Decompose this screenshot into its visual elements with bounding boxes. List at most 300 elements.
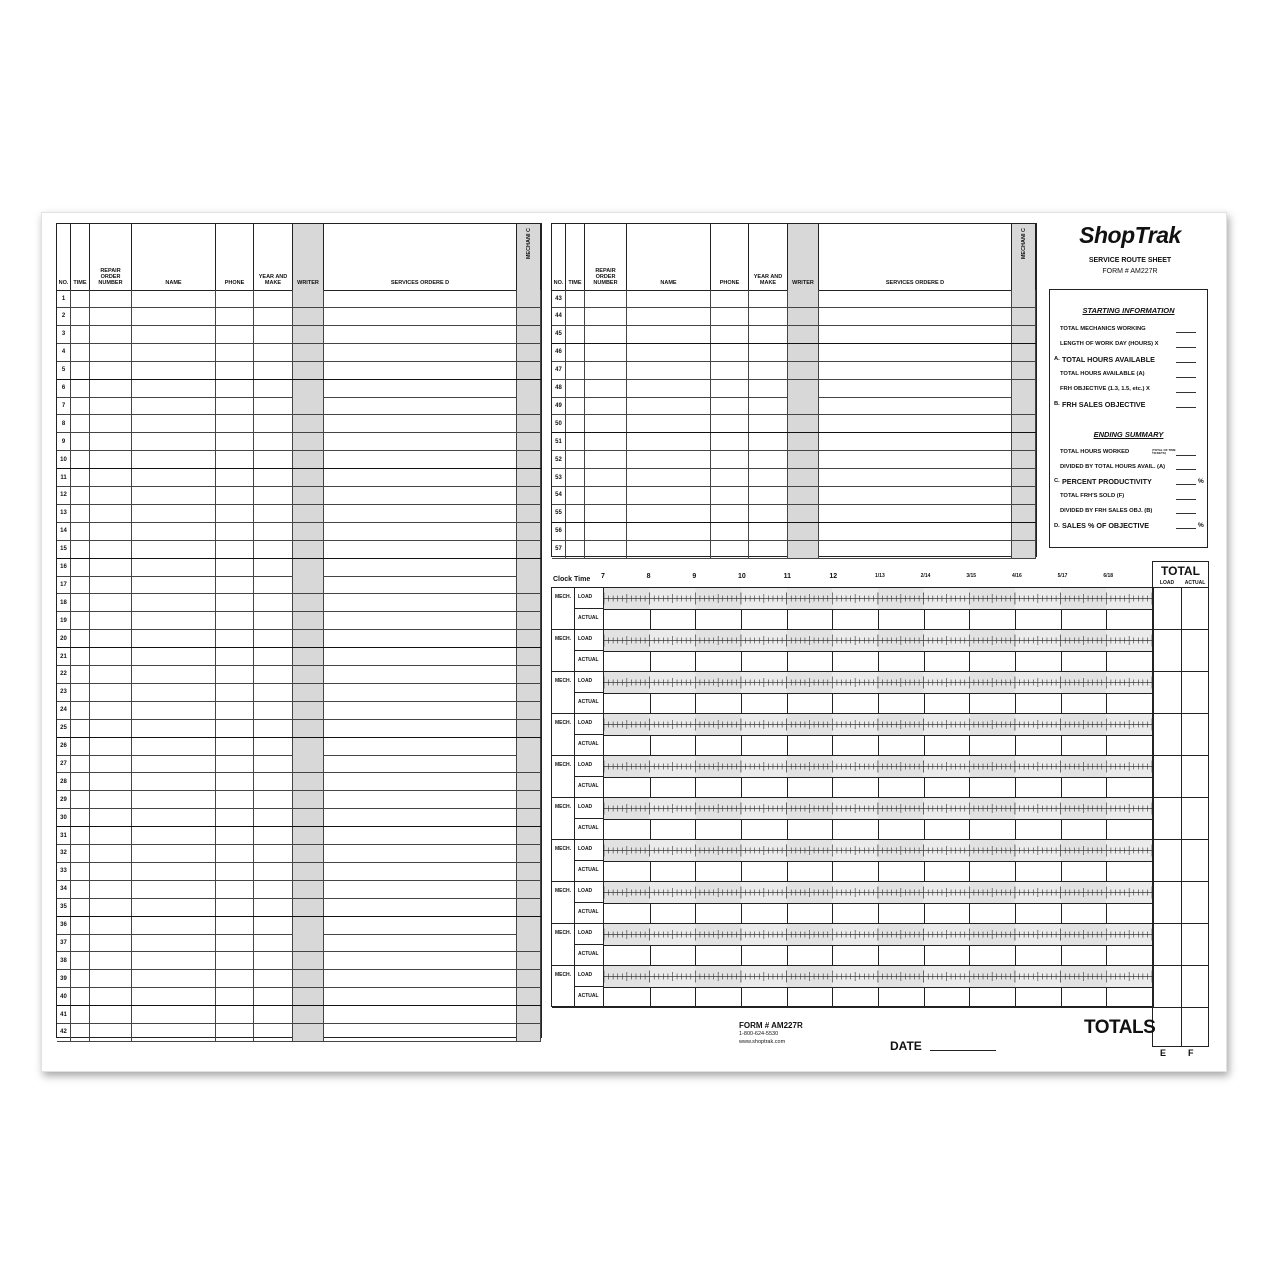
- cell-repair-order[interactable]: [90, 666, 132, 683]
- cell-name[interactable]: [627, 415, 711, 432]
- cell-services[interactable]: [324, 881, 517, 898]
- cell-services[interactable]: [324, 702, 517, 719]
- total-row[interactable]: [1153, 756, 1208, 798]
- cell-mechanic[interactable]: [517, 308, 541, 325]
- cell-year-make[interactable]: [254, 845, 293, 862]
- cell-services[interactable]: [324, 666, 517, 683]
- cell-name[interactable]: [627, 433, 711, 450]
- cell-year-make[interactable]: [254, 433, 293, 450]
- cell-name[interactable]: [132, 827, 216, 844]
- cell-writer[interactable]: [788, 344, 819, 361]
- cell-phone[interactable]: [216, 988, 254, 1005]
- cell-name[interactable]: [627, 362, 711, 379]
- cell-phone[interactable]: [711, 290, 749, 307]
- cell-writer[interactable]: [293, 559, 324, 576]
- cell-year-make[interactable]: [749, 541, 788, 558]
- cell-mechanic[interactable]: [517, 738, 541, 755]
- cell-name[interactable]: [132, 845, 216, 862]
- cell-writer[interactable]: [788, 415, 819, 432]
- cell-name[interactable]: [132, 344, 216, 361]
- cell-name[interactable]: [132, 397, 216, 414]
- cell-mechanic[interactable]: [517, 612, 541, 629]
- cell-phone[interactable]: [216, 612, 254, 629]
- actual-track[interactable]: [604, 651, 1153, 672]
- cell-repair-order[interactable]: [585, 397, 627, 414]
- cell-time[interactable]: [566, 380, 585, 397]
- cell-mechanic[interactable]: [517, 827, 541, 844]
- cell-phone[interactable]: [216, 702, 254, 719]
- cell-services[interactable]: [324, 541, 517, 558]
- cell-writer[interactable]: [788, 380, 819, 397]
- cell-writer[interactable]: [293, 451, 324, 468]
- cell-mechanic[interactable]: [517, 684, 541, 701]
- load-track[interactable]: [604, 924, 1153, 946]
- cell-writer[interactable]: [293, 934, 324, 951]
- answer-blank[interactable]: [1176, 449, 1196, 456]
- cell-year-make[interactable]: [254, 523, 293, 540]
- cell-phone[interactable]: [711, 487, 749, 504]
- cell-services[interactable]: [324, 773, 517, 790]
- cell-mechanic[interactable]: [517, 362, 541, 379]
- cell-mechanic[interactable]: [1012, 344, 1036, 361]
- cell-time[interactable]: [71, 397, 90, 414]
- cell-mechanic[interactable]: [517, 988, 541, 1005]
- actual-track[interactable]: [604, 903, 1153, 924]
- cell-writer[interactable]: [788, 290, 819, 307]
- cell-mechanic[interactable]: [1012, 308, 1036, 325]
- cell-name[interactable]: [132, 362, 216, 379]
- cell-writer[interactable]: [293, 1006, 324, 1023]
- cell-year-make[interactable]: [254, 505, 293, 522]
- cell-repair-order[interactable]: [90, 576, 132, 593]
- cell-mechanic[interactable]: [1012, 397, 1036, 414]
- cell-time[interactable]: [71, 988, 90, 1005]
- cell-writer[interactable]: [293, 433, 324, 450]
- cell-year-make[interactable]: [254, 684, 293, 701]
- cell-name[interactable]: [132, 791, 216, 808]
- cell-writer[interactable]: [293, 738, 324, 755]
- cell-services[interactable]: [324, 415, 517, 432]
- cell-phone[interactable]: [216, 666, 254, 683]
- cell-name[interactable]: [132, 290, 216, 307]
- cell-mechanic[interactable]: [517, 469, 541, 486]
- actual-track[interactable]: [604, 735, 1153, 756]
- cell-time[interactable]: [71, 666, 90, 683]
- cell-time[interactable]: [71, 648, 90, 665]
- cell-year-make[interactable]: [254, 1024, 293, 1041]
- cell-writer[interactable]: [293, 326, 324, 343]
- actual-track[interactable]: [604, 987, 1153, 1008]
- cell-time[interactable]: [71, 773, 90, 790]
- cell-time[interactable]: [71, 684, 90, 701]
- cell-services[interactable]: [324, 559, 517, 576]
- cell-time[interactable]: [566, 415, 585, 432]
- cell-writer[interactable]: [293, 791, 324, 808]
- cell-name[interactable]: [132, 755, 216, 772]
- cell-time[interactable]: [71, 863, 90, 880]
- cell-mechanic[interactable]: [517, 702, 541, 719]
- cell-year-make[interactable]: [254, 290, 293, 307]
- cell-services[interactable]: [819, 487, 1012, 504]
- cell-phone[interactable]: [711, 415, 749, 432]
- cell-writer[interactable]: [788, 433, 819, 450]
- cell-name[interactable]: [132, 380, 216, 397]
- cell-services[interactable]: [819, 326, 1012, 343]
- cell-name[interactable]: [132, 648, 216, 665]
- cell-mechanic[interactable]: [517, 576, 541, 593]
- cell-time[interactable]: [71, 415, 90, 432]
- cell-phone[interactable]: [216, 630, 254, 647]
- cell-name[interactable]: [132, 594, 216, 611]
- cell-services[interactable]: [324, 451, 517, 468]
- cell-name[interactable]: [132, 630, 216, 647]
- cell-repair-order[interactable]: [90, 648, 132, 665]
- cell-mechanic[interactable]: [517, 720, 541, 737]
- mech-label[interactable]: MECH.: [552, 588, 575, 629]
- cell-repair-order[interactable]: [90, 881, 132, 898]
- cell-writer[interactable]: [293, 415, 324, 432]
- cell-name[interactable]: [627, 326, 711, 343]
- cell-repair-order[interactable]: [90, 559, 132, 576]
- cell-time[interactable]: [71, 451, 90, 468]
- cell-name[interactable]: [627, 541, 711, 558]
- cell-services[interactable]: [819, 451, 1012, 468]
- answer-blank[interactable]: [1176, 326, 1196, 333]
- cell-time[interactable]: [566, 487, 585, 504]
- cell-repair-order[interactable]: [90, 451, 132, 468]
- cell-repair-order[interactable]: [90, 505, 132, 522]
- cell-repair-order[interactable]: [90, 809, 132, 826]
- mech-label[interactable]: MECH.: [552, 882, 575, 923]
- cell-services[interactable]: [819, 541, 1012, 558]
- cell-services[interactable]: [324, 594, 517, 611]
- cell-writer[interactable]: [293, 290, 324, 307]
- cell-time[interactable]: [71, 755, 90, 772]
- cell-name[interactable]: [132, 326, 216, 343]
- cell-repair-order[interactable]: [585, 469, 627, 486]
- cell-repair-order[interactable]: [585, 415, 627, 432]
- cell-phone[interactable]: [711, 326, 749, 343]
- cell-phone[interactable]: [216, 469, 254, 486]
- cell-services[interactable]: [324, 809, 517, 826]
- cell-year-make[interactable]: [254, 720, 293, 737]
- cell-name[interactable]: [132, 612, 216, 629]
- cell-phone[interactable]: [216, 576, 254, 593]
- cell-name[interactable]: [132, 773, 216, 790]
- cell-phone[interactable]: [216, 1006, 254, 1023]
- cell-name[interactable]: [627, 451, 711, 468]
- cell-mechanic[interactable]: [517, 899, 541, 916]
- cell-phone[interactable]: [216, 684, 254, 701]
- cell-writer[interactable]: [293, 845, 324, 862]
- cell-repair-order[interactable]: [90, 917, 132, 934]
- cell-repair-order[interactable]: [585, 308, 627, 325]
- cell-year-make[interactable]: [749, 523, 788, 540]
- cell-name[interactable]: [132, 559, 216, 576]
- cell-repair-order[interactable]: [90, 738, 132, 755]
- cell-writer[interactable]: [293, 469, 324, 486]
- cell-writer[interactable]: [293, 702, 324, 719]
- mech-label[interactable]: MECH.: [552, 924, 575, 965]
- cell-services[interactable]: [819, 344, 1012, 361]
- cell-year-make[interactable]: [749, 397, 788, 414]
- cell-services[interactable]: [819, 505, 1012, 522]
- cell-name[interactable]: [132, 308, 216, 325]
- cell-time[interactable]: [71, 362, 90, 379]
- cell-time[interactable]: [71, 630, 90, 647]
- mech-label[interactable]: MECH.: [552, 714, 575, 755]
- cell-name[interactable]: [132, 1024, 216, 1041]
- total-row[interactable]: [1153, 630, 1208, 672]
- answer-blank[interactable]: [1176, 478, 1196, 485]
- cell-mechanic[interactable]: [517, 344, 541, 361]
- cell-services[interactable]: [324, 1024, 517, 1041]
- cell-mechanic[interactable]: [517, 451, 541, 468]
- cell-services[interactable]: [324, 899, 517, 916]
- cell-time[interactable]: [71, 934, 90, 951]
- cell-phone[interactable]: [711, 433, 749, 450]
- cell-time[interactable]: [71, 970, 90, 987]
- cell-phone[interactable]: [216, 559, 254, 576]
- cell-services[interactable]: [324, 523, 517, 540]
- cell-services[interactable]: [324, 344, 517, 361]
- cell-repair-order[interactable]: [90, 541, 132, 558]
- cell-repair-order[interactable]: [90, 380, 132, 397]
- cell-time[interactable]: [71, 523, 90, 540]
- cell-phone[interactable]: [216, 523, 254, 540]
- cell-repair-order[interactable]: [90, 899, 132, 916]
- cell-repair-order[interactable]: [585, 290, 627, 307]
- cell-time[interactable]: [71, 576, 90, 593]
- cell-time[interactable]: [566, 362, 585, 379]
- cell-year-make[interactable]: [254, 827, 293, 844]
- cell-year-make[interactable]: [254, 791, 293, 808]
- load-track[interactable]: [604, 756, 1153, 778]
- mech-label[interactable]: MECH.: [552, 756, 575, 797]
- cell-year-make[interactable]: [254, 326, 293, 343]
- total-row[interactable]: [1153, 882, 1208, 924]
- cell-year-make[interactable]: [254, 380, 293, 397]
- cell-services[interactable]: [324, 791, 517, 808]
- cell-writer[interactable]: [293, 970, 324, 987]
- cell-services[interactable]: [819, 523, 1012, 540]
- cell-repair-order[interactable]: [585, 451, 627, 468]
- cell-phone[interactable]: [216, 881, 254, 898]
- cell-repair-order[interactable]: [585, 380, 627, 397]
- cell-repair-order[interactable]: [585, 523, 627, 540]
- cell-time[interactable]: [71, 809, 90, 826]
- total-row[interactable]: [1153, 672, 1208, 714]
- cell-services[interactable]: [819, 397, 1012, 414]
- cell-year-make[interactable]: [254, 415, 293, 432]
- cell-writer[interactable]: [293, 308, 324, 325]
- cell-time[interactable]: [71, 1024, 90, 1041]
- mech-label[interactable]: MECH.: [552, 840, 575, 881]
- date-field[interactable]: [930, 1050, 996, 1051]
- cell-writer[interactable]: [293, 720, 324, 737]
- cell-writer[interactable]: [293, 505, 324, 522]
- cell-year-make[interactable]: [749, 362, 788, 379]
- cell-repair-order[interactable]: [90, 827, 132, 844]
- cell-services[interactable]: [324, 863, 517, 880]
- cell-mechanic[interactable]: [517, 326, 541, 343]
- cell-repair-order[interactable]: [90, 952, 132, 969]
- cell-phone[interactable]: [711, 380, 749, 397]
- cell-services[interactable]: [324, 952, 517, 969]
- cell-time[interactable]: [71, 702, 90, 719]
- answer-blank[interactable]: [1176, 386, 1196, 393]
- cell-mechanic[interactable]: [517, 290, 541, 307]
- cell-repair-order[interactable]: [90, 1024, 132, 1041]
- cell-writer[interactable]: [293, 917, 324, 934]
- cell-services[interactable]: [324, 648, 517, 665]
- total-row[interactable]: [1153, 588, 1208, 630]
- cell-phone[interactable]: [216, 755, 254, 772]
- cell-mechanic[interactable]: [517, 397, 541, 414]
- cell-phone[interactable]: [216, 917, 254, 934]
- answer-blank[interactable]: [1176, 493, 1196, 500]
- cell-year-make[interactable]: [254, 612, 293, 629]
- cell-year-make[interactable]: [749, 451, 788, 468]
- mech-label[interactable]: MECH.: [552, 966, 575, 1007]
- cell-services[interactable]: [324, 988, 517, 1005]
- cell-writer[interactable]: [788, 308, 819, 325]
- cell-name[interactable]: [132, 433, 216, 450]
- cell-services[interactable]: [324, 1006, 517, 1023]
- cell-mechanic[interactable]: [1012, 326, 1036, 343]
- cell-year-make[interactable]: [749, 326, 788, 343]
- cell-writer[interactable]: [788, 326, 819, 343]
- cell-services[interactable]: [324, 308, 517, 325]
- cell-year-make[interactable]: [254, 487, 293, 504]
- total-row[interactable]: [1153, 840, 1208, 882]
- cell-year-make[interactable]: [254, 970, 293, 987]
- cell-repair-order[interactable]: [90, 326, 132, 343]
- actual-track[interactable]: [604, 693, 1153, 714]
- cell-writer[interactable]: [293, 755, 324, 772]
- cell-time[interactable]: [566, 451, 585, 468]
- cell-repair-order[interactable]: [90, 397, 132, 414]
- cell-year-make[interactable]: [749, 469, 788, 486]
- cell-mechanic[interactable]: [517, 487, 541, 504]
- mech-label[interactable]: MECH.: [552, 630, 575, 671]
- cell-writer[interactable]: [788, 487, 819, 504]
- cell-year-make[interactable]: [254, 397, 293, 414]
- cell-repair-order[interactable]: [585, 541, 627, 558]
- cell-mechanic[interactable]: [517, 630, 541, 647]
- cell-year-make[interactable]: [254, 1006, 293, 1023]
- cell-mechanic[interactable]: [517, 505, 541, 522]
- cell-time[interactable]: [71, 594, 90, 611]
- cell-time[interactable]: [566, 505, 585, 522]
- cell-year-make[interactable]: [254, 469, 293, 486]
- cell-phone[interactable]: [216, 863, 254, 880]
- cell-mechanic[interactable]: [517, 433, 541, 450]
- cell-repair-order[interactable]: [90, 845, 132, 862]
- cell-mechanic[interactable]: [1012, 487, 1036, 504]
- cell-repair-order[interactable]: [90, 344, 132, 361]
- cell-repair-order[interactable]: [90, 755, 132, 772]
- cell-name[interactable]: [132, 934, 216, 951]
- cell-year-make[interactable]: [749, 415, 788, 432]
- cell-repair-order[interactable]: [90, 630, 132, 647]
- cell-writer[interactable]: [293, 344, 324, 361]
- cell-repair-order[interactable]: [585, 362, 627, 379]
- actual-track[interactable]: [604, 819, 1153, 840]
- cell-name[interactable]: [132, 415, 216, 432]
- cell-mechanic[interactable]: [1012, 541, 1036, 558]
- cell-name[interactable]: [627, 397, 711, 414]
- cell-writer[interactable]: [293, 576, 324, 593]
- cell-name[interactable]: [132, 702, 216, 719]
- mech-label[interactable]: MECH.: [552, 672, 575, 713]
- cell-repair-order[interactable]: [585, 433, 627, 450]
- cell-services[interactable]: [324, 469, 517, 486]
- cell-time[interactable]: [71, 326, 90, 343]
- cell-services[interactable]: [324, 934, 517, 951]
- cell-writer[interactable]: [788, 362, 819, 379]
- cell-writer[interactable]: [293, 881, 324, 898]
- cell-name[interactable]: [132, 738, 216, 755]
- cell-mechanic[interactable]: [517, 648, 541, 665]
- cell-name[interactable]: [627, 308, 711, 325]
- cell-mechanic[interactable]: [517, 594, 541, 611]
- cell-name[interactable]: [132, 863, 216, 880]
- cell-phone[interactable]: [216, 720, 254, 737]
- cell-services[interactable]: [324, 487, 517, 504]
- cell-services[interactable]: [324, 755, 517, 772]
- cell-year-make[interactable]: [254, 881, 293, 898]
- cell-repair-order[interactable]: [90, 988, 132, 1005]
- total-row[interactable]: [1153, 714, 1208, 756]
- cell-services[interactable]: [819, 433, 1012, 450]
- cell-name[interactable]: [132, 1006, 216, 1023]
- cell-year-make[interactable]: [254, 594, 293, 611]
- cell-mechanic[interactable]: [1012, 505, 1036, 522]
- cell-phone[interactable]: [216, 845, 254, 862]
- cell-phone[interactable]: [711, 451, 749, 468]
- cell-mechanic[interactable]: [517, 881, 541, 898]
- cell-services[interactable]: [324, 630, 517, 647]
- cell-mechanic[interactable]: [517, 934, 541, 951]
- cell-repair-order[interactable]: [90, 684, 132, 701]
- cell-repair-order[interactable]: [90, 970, 132, 987]
- cell-phone[interactable]: [711, 505, 749, 522]
- answer-blank[interactable]: [1176, 507, 1196, 514]
- cell-mechanic[interactable]: [517, 809, 541, 826]
- cell-mechanic[interactable]: [1012, 433, 1036, 450]
- cell-services[interactable]: [819, 290, 1012, 307]
- answer-blank[interactable]: [1176, 371, 1196, 378]
- cell-phone[interactable]: [711, 362, 749, 379]
- cell-writer[interactable]: [293, 952, 324, 969]
- cell-time[interactable]: [566, 523, 585, 540]
- cell-year-make[interactable]: [254, 773, 293, 790]
- cell-writer[interactable]: [293, 899, 324, 916]
- cell-year-make[interactable]: [254, 541, 293, 558]
- cell-time[interactable]: [71, 380, 90, 397]
- cell-phone[interactable]: [216, 487, 254, 504]
- cell-time[interactable]: [71, 738, 90, 755]
- cell-writer[interactable]: [788, 541, 819, 558]
- cell-name[interactable]: [627, 469, 711, 486]
- answer-blank[interactable]: [1176, 401, 1196, 408]
- cell-year-make[interactable]: [254, 344, 293, 361]
- cell-year-make[interactable]: [749, 308, 788, 325]
- cell-year-make[interactable]: [254, 809, 293, 826]
- cell-repair-order[interactable]: [90, 702, 132, 719]
- cell-phone[interactable]: [216, 952, 254, 969]
